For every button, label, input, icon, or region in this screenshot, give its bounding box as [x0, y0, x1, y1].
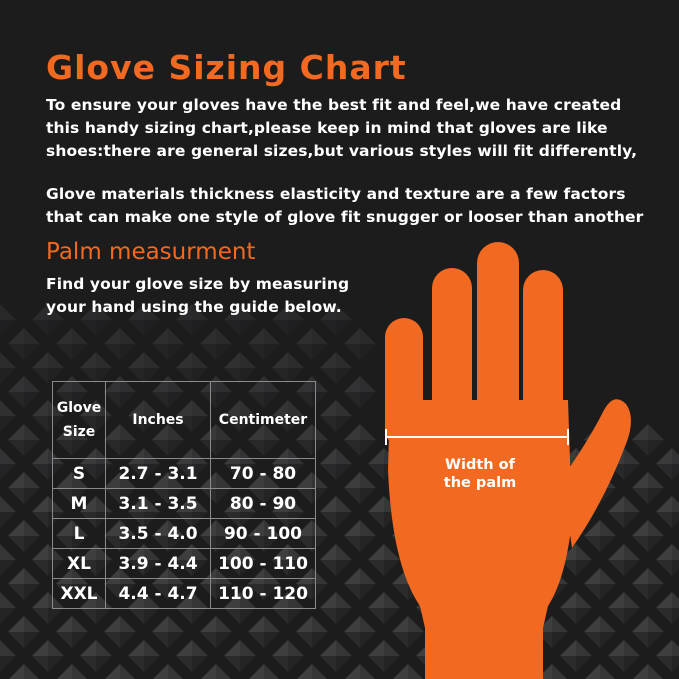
palm-width-label-line1: Width of	[445, 457, 515, 473]
header-centimeter: Centimeter	[211, 382, 316, 459]
palm	[388, 400, 572, 628]
guide-line: Find your glove size by measuring	[46, 275, 350, 293]
cm-cell: 100 - 110	[211, 549, 316, 579]
cm-cell: 110 - 120	[211, 579, 316, 609]
palm-measurement-heading: Palm measurment	[46, 239, 256, 265]
inches-cell: 3.9 - 4.4	[106, 549, 211, 579]
guide-line: your hand using the guide below.	[46, 298, 342, 316]
intro-line: shoes:there are general sizes,but various styles will fit differently,	[46, 142, 638, 160]
inches-cell: 3.1 - 3.5	[106, 489, 211, 519]
size-cell: XL	[53, 549, 106, 579]
intro-line: To ensure your gloves have the best fit and feel,we have created	[46, 96, 622, 114]
page-title: Glove Sizing Chart	[46, 48, 407, 87]
size-cell: XXL	[53, 579, 106, 609]
intro-line: this handy sizing chart,please keep in mind that gloves are like	[46, 119, 608, 137]
inches-cell: 3.5 - 4.0	[106, 519, 211, 549]
middle-finger	[477, 242, 519, 427]
size-cell: M	[53, 489, 106, 519]
cm-cell: 80 - 90	[211, 489, 316, 519]
header-glove-size-line2: Size	[62, 424, 96, 440]
factors-line: Glove materials thickness elasticity and texture are a few factors	[46, 185, 626, 203]
cm-cell: 90 - 100	[211, 519, 316, 549]
size-cell: S	[53, 459, 106, 489]
factors-line: that can make one style of glove fit snugger or looser than another	[46, 208, 644, 226]
thumb	[562, 399, 631, 548]
header-glove-size-line1: Glove	[56, 400, 102, 416]
cm-cell: 70 - 80	[211, 459, 316, 489]
header-inches: Inches	[106, 382, 211, 459]
inches-cell: 4.4 - 4.7	[106, 579, 211, 609]
size-cell: L	[53, 519, 106, 549]
glove-cuff	[425, 628, 543, 679]
inches-cell: 2.7 - 3.1	[106, 459, 211, 489]
palm-width-label-line2: the palm	[443, 475, 517, 491]
